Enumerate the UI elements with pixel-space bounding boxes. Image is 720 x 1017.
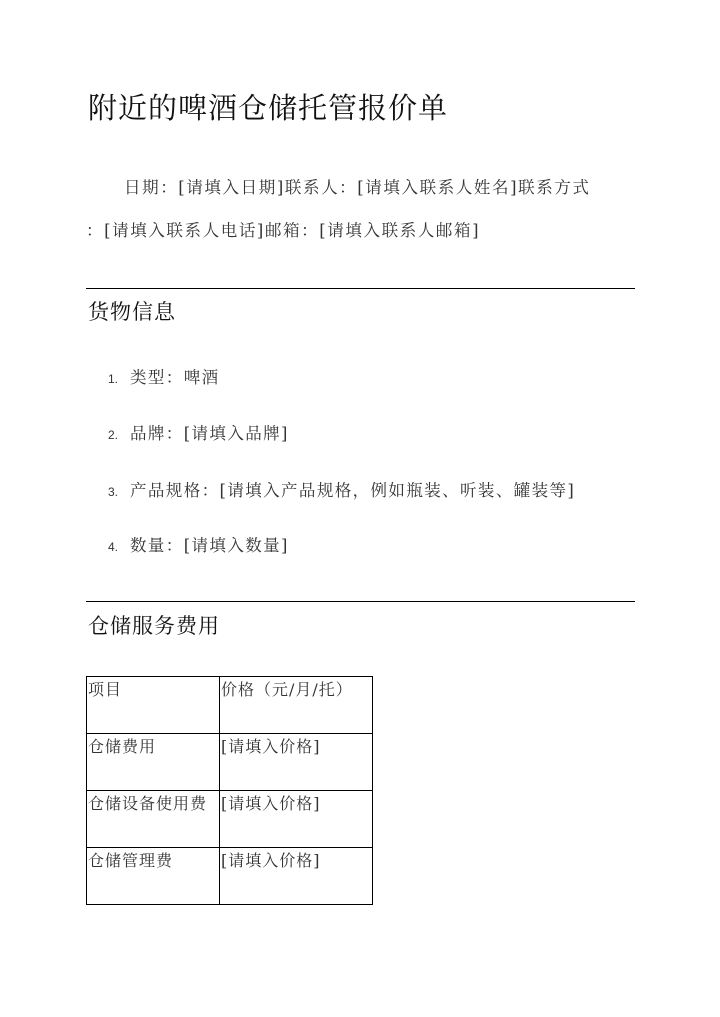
list-item bbox=[108, 532, 289, 556]
document-title: 附近的啤酒仓储托管报价单 bbox=[88, 91, 449, 125]
list-item-text: 品牌：[请填入品牌] bbox=[130, 424, 289, 443]
table-row bbox=[87, 791, 373, 848]
table-row bbox=[87, 734, 373, 791]
table-row bbox=[87, 848, 373, 905]
table-cell-item: 仓储管理费 bbox=[87, 848, 220, 905]
list-item-number: 1. bbox=[108, 372, 119, 386]
storage-fees-heading: 仓储服务费用 bbox=[88, 614, 220, 638]
list-item-text: 数量：[请填入数量] bbox=[130, 536, 289, 555]
table-cell-price: [请填入价格] bbox=[220, 734, 373, 791]
list-item-text: 类型：啤酒 bbox=[130, 368, 220, 387]
list-item bbox=[108, 364, 220, 388]
contact-info-line-2: ：[请填入联系人电话]邮箱：[请填入联系人邮箱] bbox=[86, 221, 481, 240]
list-item-number: 4. bbox=[108, 540, 119, 554]
table-cell-price: [请填入价格] bbox=[220, 848, 373, 905]
goods-info-heading: 货物信息 bbox=[88, 300, 176, 324]
table-header-row bbox=[87, 677, 373, 734]
section-divider bbox=[86, 601, 635, 602]
table-header-item: 项目 bbox=[87, 677, 220, 734]
list-item-text: 产品规格：[请填入产品规格，例如瓶装、听装、罐装等] bbox=[130, 481, 576, 500]
section-divider bbox=[86, 288, 635, 289]
table-cell-price: [请填入价格] bbox=[220, 791, 373, 848]
table-cell-item: 仓储设备使用费 bbox=[87, 791, 220, 848]
table-cell-item: 仓储费用 bbox=[87, 734, 220, 791]
list-item bbox=[108, 477, 575, 501]
list-item bbox=[108, 420, 289, 444]
list-item-number: 2. bbox=[108, 428, 119, 442]
list-item-number: 3. bbox=[108, 485, 119, 499]
table-header-price: 价格（元/月/托） bbox=[220, 677, 373, 734]
price-table bbox=[86, 676, 373, 905]
contact-info-line-1: 日期：[请填入日期]联系人：[请填入联系人姓名]联系方式 bbox=[124, 178, 591, 197]
